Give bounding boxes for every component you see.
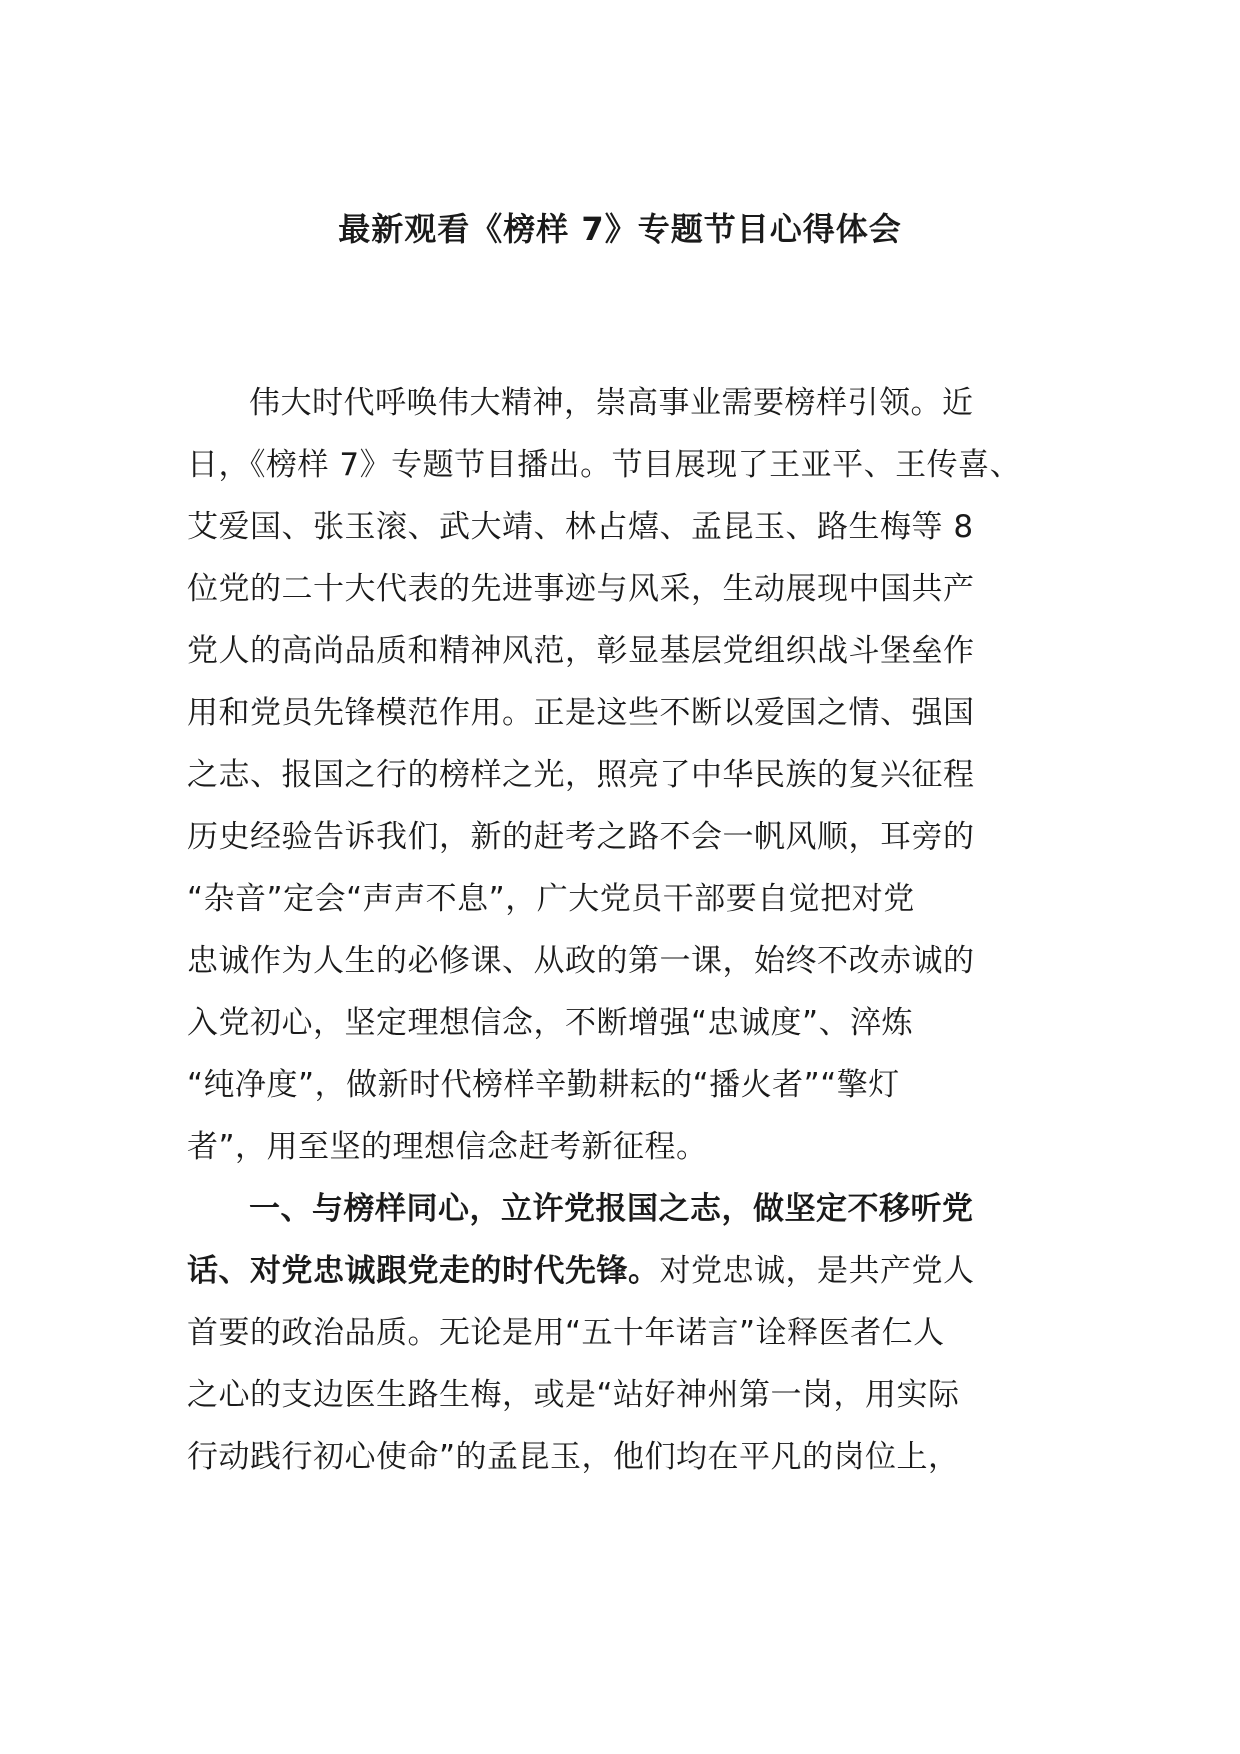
paragraph-line: 行动践行初心使命”的孟昆玉，他们均在平凡的岗位上，	[187, 1439, 960, 1475]
paragraph-line: 位党的二十大代表的先进事迹与风采，生动展现中国共产	[187, 571, 975, 607]
paragraph-line: 日，《榜样 7》专题节目播出。节目展现了王亚平、王传喜、	[187, 447, 1022, 483]
paragraph-line: 入党初心，坚定理想信念，不断增强“忠诚度”、淬炼	[187, 1005, 914, 1041]
paragraph-line: 历史经验告诉我们，新的赶考之路不会一帆风顺，耳旁的	[187, 819, 975, 855]
section-heading-line: 一、与榜样同心，立许党报国之志，做坚定不移听党	[249, 1191, 974, 1227]
document-body	[187, 372, 1057, 1488]
paragraph-line: 者”，用至坚的理想信念赶考新征程。	[187, 1129, 708, 1165]
paragraph-line: “纯净度”，做新时代榜样辛勤耕耘的“播火者”“擎灯	[187, 1067, 900, 1103]
paragraph-line: 党人的高尚品质和精神风范，彰显基层党组织战斗堡垒作	[187, 633, 975, 669]
paragraph-line: 伟大时代呼唤伟大精神，崇高事业需要榜样引领。近	[249, 385, 974, 421]
section-heading-continuation	[187, 1240, 1057, 1302]
paragraph-line: 之心的支边医生路生梅，或是“站好神州第一岗，用实际	[187, 1377, 960, 1413]
document-title: 最新观看《榜样 7》专题节目心得体会	[338, 210, 902, 248]
paragraph-line: 忠诚作为人生的必修课、从政的第一课，始终不改赤诚的	[187, 943, 975, 979]
paragraph-line: 首要的政治品质。无论是用“五十年诺言”诠释医者仁人	[187, 1315, 945, 1351]
section-heading-bold: 话、对党忠诚跟党走的时代先锋。	[187, 1253, 660, 1289]
section-body-start: 对党忠诚，是共产党人	[659, 1253, 975, 1289]
paragraph-line: 之志、报国之行的榜样之光，照亮了中华民族的复兴征程	[187, 757, 975, 793]
paragraph-line: “杂音”定会“声声不息”，广大党员干部要自觉把对党	[187, 881, 915, 917]
paragraph-line: 艾爱国、张玉滚、武大靖、林占熺、孟昆玉、路生梅等 8	[187, 509, 974, 545]
paragraph-line: 用和党员先锋模范作用。正是这些不断以爱国之情、强国	[187, 695, 975, 731]
